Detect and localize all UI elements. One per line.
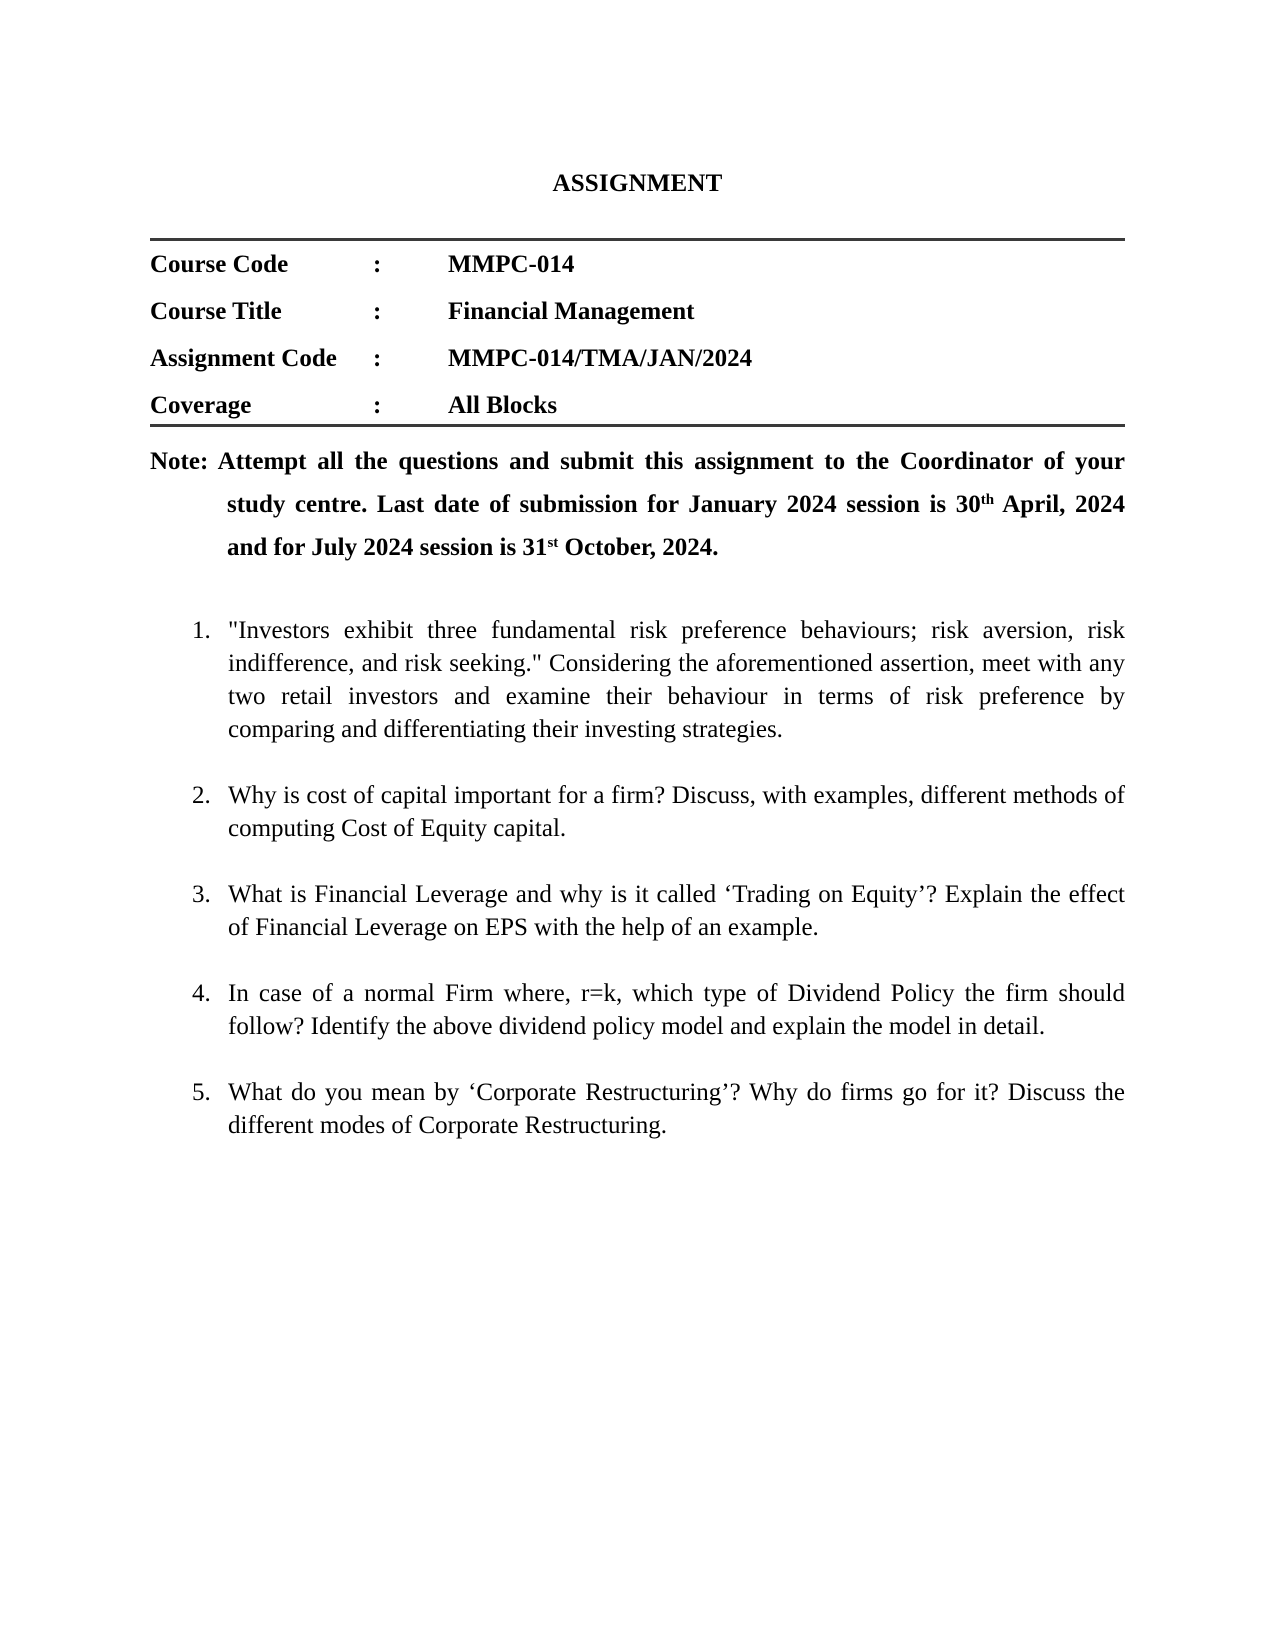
info-row-assignment-code	[150, 339, 1125, 386]
question-number: 4.	[192, 980, 211, 1007]
page-title: ASSIGNMENT	[552, 170, 723, 197]
note-superscript: st	[547, 534, 559, 551]
info-label: Course Title	[150, 298, 282, 325]
note-text: Attempt all the questions and submit this assignment to the Coordinator of your study centre. Last date of submission for January 2024 session is 30	[217, 448, 1125, 518]
question-item-1	[150, 614, 1125, 746]
info-separator: :	[373, 251, 382, 278]
note-text: April, 2024 and for July 2024 session is 31	[227, 491, 1125, 561]
note-label: Note:	[150, 448, 209, 475]
info-separator: :	[373, 392, 382, 419]
question-text: In case of a normal Firm where, r=k, which type of Dividend Policy the firm should follow? Identify the above dividend policy model and explain the model in detail.	[228, 980, 1125, 1040]
question-text: Why is cost of capital important for a firm? Discuss, with examples, different methods of computing Cost of Equity capital.	[228, 782, 1125, 842]
info-row-course-code	[150, 245, 1125, 292]
question-text: What is Financial Leverage and why is it called ‘Trading on Equity’? Explain the effect of Financial Leverage on EPS with the help of an example.	[228, 881, 1125, 941]
info-value: Financial Management	[448, 298, 695, 325]
info-value: MMPC-014/TMA/JAN/2024	[448, 345, 753, 372]
note-superscript: th	[980, 491, 995, 508]
question-item-3	[150, 878, 1125, 944]
info-label: Assignment Code	[150, 345, 337, 372]
info-separator: :	[373, 345, 382, 372]
info-row-course-title	[150, 292, 1125, 339]
note-paragraph	[150, 440, 1125, 569]
course-info-table	[150, 238, 1125, 427]
info-value: MMPC-014	[448, 251, 575, 278]
question-text: What do you mean by ‘Corporate Restructuring’? Why do firms go for it? Discuss the different modes of Corporate Restructuring.	[228, 1079, 1125, 1139]
info-separator: :	[373, 298, 382, 325]
question-item-5	[150, 1076, 1125, 1142]
question-number: 1.	[192, 617, 211, 644]
info-value: All Blocks	[448, 392, 558, 419]
note-text: October, 2024.	[558, 534, 719, 561]
info-row-coverage	[150, 386, 1125, 424]
question-number: 2.	[192, 782, 211, 809]
info-label: Course Code	[150, 251, 289, 278]
question-number: 5.	[192, 1079, 211, 1106]
question-item-4	[150, 977, 1125, 1043]
question-number: 3.	[192, 881, 211, 908]
info-label: Coverage	[150, 392, 252, 419]
questions-list	[150, 614, 1125, 1142]
question-text: "Investors exhibit three fundamental risk preference behaviours; risk aversion, risk indifference, and risk seeking." Considering the aforementioned assertion, meet with any two retail investors and examine their behaviour in terms of risk preference by comparing and differentiating their investing strategies.	[228, 617, 1125, 743]
question-item-2	[150, 779, 1125, 845]
